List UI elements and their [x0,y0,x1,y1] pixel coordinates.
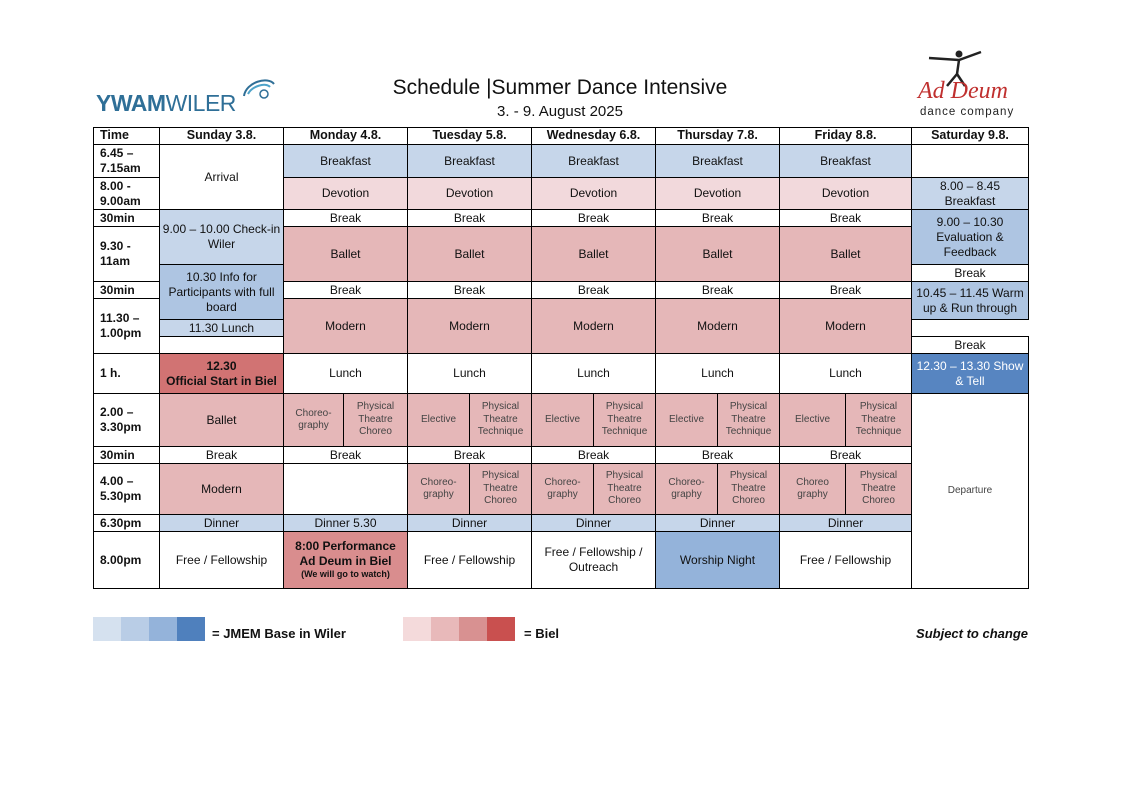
wednesday-modern: Modern [532,299,656,354]
monday-dinner: Dinner 5.30 [284,515,408,532]
saturday-breakfast: 8.00 – 8.45 Breakfast [912,178,1029,210]
header-friday: Friday 8.8. [780,128,912,145]
friday-modern: Modern [780,299,912,354]
legend-swatch [93,617,121,641]
legend-red-label: = Biel [524,626,560,641]
sunday-info: 10.30 Info for Participants with full board [160,265,284,320]
wednesday-break: Break [532,210,656,227]
friday-evening: Free / Fellowship [780,532,912,589]
monday-performance-note: (We will go to watch) [301,569,390,580]
tuesday-break: Break [408,282,532,299]
tuesday-physical-theatre: Physical Theatre Technique [470,394,532,447]
wednesday-ballet: Ballet [532,227,656,282]
legend-blue-label: = JMEM Base in Wiler [212,626,346,641]
table-row [94,532,1029,589]
friday-choreography: Choreo graphy [780,464,846,515]
table-row [94,515,1029,532]
sunday-lunch: 11.30 Lunch [160,320,284,337]
wednesday-dinner: Dinner [532,515,656,532]
friday-ballet: Ballet [780,227,912,282]
monday-choreography: Choreo-graphy [284,394,344,447]
wednesday-evening: Free / Fellowship / Outreach [532,532,656,589]
monday-physical-theatre: Physical Theatre Choreo [344,394,408,447]
legend-swatch [487,617,515,641]
friday-elective: Elective [780,394,846,447]
monday-break: Break [284,282,408,299]
table-row [94,447,1029,464]
sunday-break: Break [160,447,284,464]
tuesday-modern: Modern [408,299,532,354]
time-cell: 8.00 - 9.00am [94,178,160,210]
tuesday-physical-theatre-choreo: Physical Theatre Choreo [470,464,532,515]
time-cell: 1 h. [94,354,160,394]
thursday-elective: Elective [656,394,718,447]
friday-break: Break [780,447,912,464]
friday-lunch: Lunch [780,354,912,394]
time-cell: 6.45 – 7.15am [94,145,160,178]
legend-blue-swatches [93,617,205,641]
header-thursday: Thursday 7.8. [656,128,780,145]
thursday-breakfast: Breakfast [656,145,780,178]
sunday-start-label: Official Start in Biel [166,373,277,388]
time-cell: 11.30 – 1.00pm [94,299,160,354]
ad-deum-logo-text: Ad Deum [918,78,1008,104]
saturday-evaluation: 9.00 – 10.30 Evaluation & Feedback [912,210,1029,265]
tuesday-elective: Elective [408,394,470,447]
time-cell: 9.30 - 11am [94,227,160,282]
friday-devotion: Devotion [780,178,912,210]
monday-break: Break [284,447,408,464]
tuesday-dinner: Dinner [408,515,532,532]
wednesday-choreography: Choreo-graphy [532,464,594,515]
saturday-warmup: 10.45 – 11.45 Warm up & Run through [912,282,1029,320]
sunday-ballet: Ballet [160,394,284,447]
ywam-logo-text: YWAMWILER [96,90,236,116]
time-cell: 6.30pm [94,515,160,532]
time-cell: 8.00pm [94,532,160,589]
saturday-show: 12.30 – 13.30 Show & Tell [912,354,1029,394]
page-subtitle: 3. - 9. August 2025 [497,103,623,120]
legend-swatch [121,617,149,641]
legend-red-swatches [403,617,515,641]
friday-breakfast: Breakfast [780,145,912,178]
monday-empty-cell [284,464,408,515]
tuesday-devotion: Devotion [408,178,532,210]
table-row [94,354,1029,394]
friday-physical-theatre-choreo: Physical Theatre Choreo [846,464,912,515]
monday-ballet: Ballet [284,227,408,282]
time-cell: 30min [94,210,160,227]
header-row [94,128,1029,145]
wednesday-elective: Elective [532,394,594,447]
header-saturday: Saturday 9.8. [912,128,1029,145]
thursday-modern: Modern [656,299,780,354]
time-cell: 30min [94,447,160,464]
table-row [94,145,1029,178]
wednesday-physical-theatre: Physical Theatre Technique [594,394,656,447]
subject-to-change-note: Subject to change [916,626,1028,641]
header-sunday: Sunday 3.8. [160,128,284,145]
monday-devotion: Devotion [284,178,408,210]
header-wednesday: Wednesday 6.8. [532,128,656,145]
tuesday-break: Break [408,447,532,464]
sunday-dinner: Dinner [160,515,284,532]
sunday-official-start [160,354,284,394]
table-row [94,394,1029,447]
monday-breakfast: Breakfast [284,145,408,178]
saturday-break: Break [912,265,1029,282]
thursday-break: Break [656,210,780,227]
monday-break: Break [284,210,408,227]
friday-break: Break [780,210,912,227]
friday-dinner: Dinner [780,515,912,532]
legend-swatch [431,617,459,641]
friday-physical-theatre: Physical Theatre Technique [846,394,912,447]
sunday-evening: Free / Fellowship [160,532,284,589]
wednesday-devotion: Devotion [532,178,656,210]
sunday-checkin: 9.00 – 10.00 Check-in Wiler [160,210,284,265]
sunday-arrival: Arrival [160,145,284,210]
wednesday-breakfast: Breakfast [532,145,656,178]
monday-lunch: Lunch [284,354,408,394]
ad-deum-logo [905,48,1035,120]
thursday-evening: Worship Night [656,532,780,589]
wednesday-break: Break [532,447,656,464]
thursday-break: Break [656,447,780,464]
header-time: Time [94,128,160,145]
monday-performance [284,532,408,589]
thursday-break: Break [656,282,780,299]
tuesday-breakfast: Breakfast [408,145,532,178]
ywam-wiler-logo [96,74,286,122]
tuesday-break: Break [408,210,532,227]
legend-swatch [177,617,205,641]
thursday-lunch: Lunch [656,354,780,394]
wednesday-lunch: Lunch [532,354,656,394]
sunday-empty-cell [160,337,284,354]
tuesday-ballet: Ballet [408,227,532,282]
friday-break: Break [780,282,912,299]
saturday-empty-cell [912,145,1029,178]
legend-swatch [149,617,177,641]
monday-performance-label: 8:00 Performance Ad Deum in Biel [295,539,396,569]
thursday-dinner: Dinner [656,515,780,532]
sunday-start-time: 12.30 [206,358,237,373]
legend-swatch [459,617,487,641]
thursday-physical-theatre-choreo: Physical Theatre Choreo [718,464,780,515]
tuesday-lunch: Lunch [408,354,532,394]
time-cell: 4.00 – 5.30pm [94,464,160,515]
time-cell: 30min [94,282,160,299]
thursday-ballet: Ballet [656,227,780,282]
thursday-devotion: Devotion [656,178,780,210]
header-monday: Monday 4.8. [284,128,408,145]
tuesday-choreography: Choreo-graphy [408,464,470,515]
ad-deum-logo-subtext: dance company [920,106,1015,118]
page-title: Schedule |Summer Dance Intensive [392,76,728,99]
globe-swoosh-icon [238,74,278,108]
thursday-choreography: Choreo-graphy [656,464,718,515]
tuesday-evening: Free / Fellowship [408,532,532,589]
header-tuesday: Tuesday 5.8. [408,128,532,145]
saturday-break: Break [912,337,1029,354]
table-row [94,464,1029,515]
wednesday-physical-theatre-choreo: Physical Theatre Choreo [594,464,656,515]
table-row [94,210,1029,227]
legend-swatch [403,617,431,641]
thursday-physical-theatre: Physical Theatre Technique [718,394,780,447]
wednesday-break: Break [532,282,656,299]
monday-modern: Modern [284,299,408,354]
sunday-modern: Modern [160,464,284,515]
time-cell: 2.00 – 3.30pm [94,394,160,447]
saturday-departure: Departure [912,394,1029,589]
schedule-table [93,127,1029,589]
